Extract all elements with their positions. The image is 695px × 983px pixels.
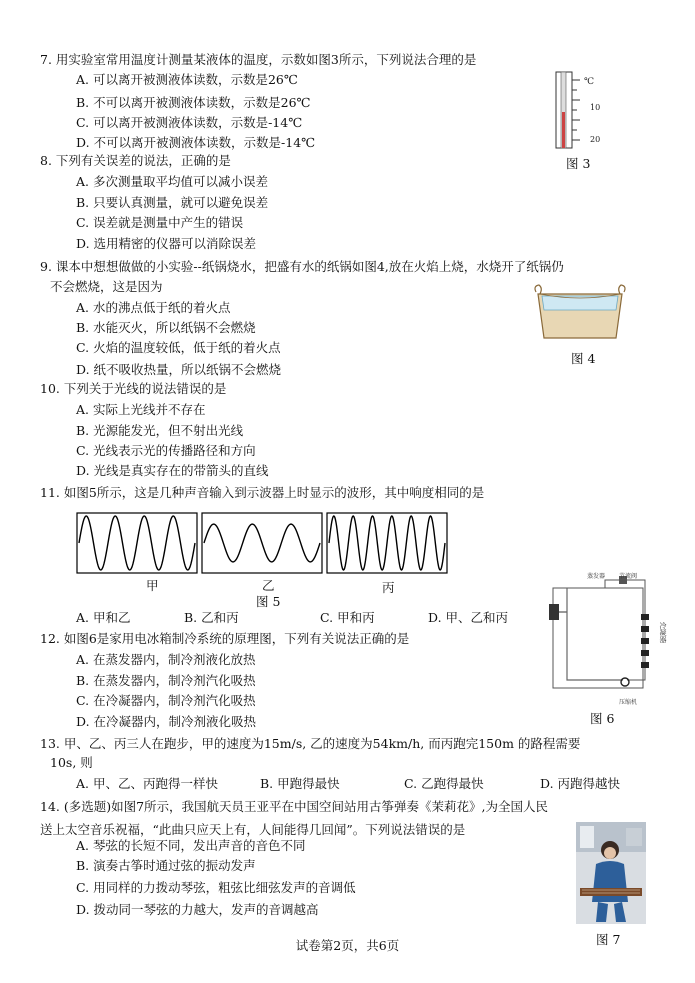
q9-option-c: C. 火焰的温度较低，低于纸的着火点	[76, 340, 281, 355]
q7-option-d: D. 不可以离开被测液体读数，示数是-14℃	[76, 135, 316, 150]
q9-option-b: B. 水能灭火，所以纸锅不会燃烧	[76, 320, 256, 335]
q7-option-b: B. 不可以离开被测液体读数，示数是26℃	[76, 95, 311, 110]
thermometer-figure	[550, 70, 610, 150]
q7-stem: 7. 用实验室常用温度计测量某液体的温度，示数如图3所示，下列说法合理的是	[40, 52, 477, 67]
fig6-evaporator-label: 蒸发器	[587, 573, 606, 580]
paper-pot-figure	[530, 282, 630, 344]
q9-stem-line1: 9. 课本中想想做做的小实验--纸锅烧水，把盛有水的纸锅如图4,放在火焰上烧，水烧开了纸锅仍	[40, 259, 564, 274]
fig5-label: 图 5	[256, 594, 281, 609]
q10-option-a: A. 实际上光线并不存在	[76, 402, 206, 417]
fig5-wave-label-yi: 乙	[262, 578, 275, 593]
q9-option-d: D. 纸不吸收热量，所以纸锅不会燃烧	[76, 362, 282, 377]
fig3-label: 图 3	[566, 156, 591, 171]
q11-option-d: D. 甲、乙和丙	[428, 610, 509, 625]
wave-yi	[204, 524, 320, 562]
q12-option-c: C. 在冷凝器内，制冷剂汽化吸热	[76, 693, 256, 708]
q10-option-c: C. 光线表示光的传播路径和方向	[76, 443, 256, 458]
q13-option-a: A. 甲、乙、丙跑得一样快	[76, 776, 218, 791]
q9-stem-line2: 不会燃烧，这是因为	[50, 279, 163, 294]
q7-option-c: C. 可以离开被测液体读数，示数是-14℃	[76, 115, 303, 130]
q12-option-b: B. 在蒸发器内，制冷剂汽化吸热	[76, 673, 256, 688]
q13-option-c: C. 乙跑得最快	[404, 776, 484, 791]
q14-option-b: B. 演奏古筝时通过弦的振动发声	[76, 858, 256, 873]
q10-option-b: B. 光源能发光，但不射出光线	[76, 423, 244, 438]
fig4-label: 图 4	[571, 351, 596, 366]
q8-stem: 8. 下列有关误差的说法，正确的是	[40, 153, 231, 168]
fig6-condenser-label: 冷凝器	[659, 622, 667, 643]
q7-option-a: A. 可以离开被测液体读数，示数是26℃	[76, 72, 298, 87]
q14-option-a: A. 琴弦的长短不同，发出声音的音色不同	[76, 838, 306, 853]
wave-jia	[79, 516, 195, 570]
fig6-throttle-label: 节流阀	[619, 573, 638, 580]
fig6-label: 图 6	[590, 711, 615, 726]
q11-option-a: A. 甲和乙	[76, 610, 131, 625]
q11-option-b: B. 乙和丙	[184, 610, 239, 625]
fig3-unit: ℃	[584, 77, 595, 87]
q12-stem: 12. 如图6是家用电冰箱制冷系统的原理图，下列有关说法正确的是	[40, 631, 410, 646]
refrigerator-cycle-diagram	[545, 570, 685, 710]
q14-option-c: C. 用同样的力拨动琴弦，粗弦比细弦发声的音调低	[76, 880, 356, 895]
fig5-wave-label-jia: 甲	[146, 578, 159, 593]
q11-stem: 11. 如图5所示，这是几种声音输入到示波器上时显示的波形，其中响度相同的是	[40, 485, 485, 500]
q14-option-d: D. 拨动同一琴弦的力越大，发声的音调越高	[76, 902, 319, 917]
fig7-label: 图 7	[596, 932, 621, 947]
q12-option-d: D. 在冷凝器内，制冷剂液化吸热	[76, 714, 257, 729]
q8-option-d: D. 选用精密的仪器可以消除误差	[76, 236, 257, 251]
q9-option-a: A. 水的沸点低于纸的着火点	[76, 300, 231, 315]
oscilloscope-waveforms	[76, 510, 451, 576]
q13-option-b: B. 甲跑得最快	[260, 776, 340, 791]
q8-option-b: B. 只要认真测量，就可以避免误差	[76, 195, 269, 210]
q13-option-d: D. 丙跑得越快	[540, 776, 621, 791]
q13-stem-line1: 13. 甲、乙、丙三人在跑步，甲的速度为15m/s, 乙的速度为54km/h, 而丙跑完150m 的路程需要	[40, 736, 581, 751]
fig6-compressor-label: 压缩机	[619, 699, 638, 706]
q13-stem-line2: 10s, 则	[50, 755, 93, 770]
page-footer: 试卷第2页，共6页	[295, 938, 400, 953]
q8-option-a: A. 多次测量取平均值可以减小误差	[76, 174, 268, 189]
q11-option-c: C. 甲和丙	[320, 610, 375, 625]
wave-bing	[329, 516, 445, 570]
q10-option-d: D. 光线是真实存在的带箭头的直线	[76, 463, 269, 478]
q12-option-a: A. 在蒸发器内，制冷剂液化放热	[76, 652, 256, 667]
astronaut-guzheng-photo	[576, 822, 646, 924]
fig3-tick-bottom: 20	[590, 135, 601, 144]
fig5-wave-label-bing: 丙	[382, 580, 395, 595]
fig3-tick-top: 10	[590, 103, 601, 112]
q14-stem-line2: 送上太空音乐祝福，“此曲只应天上有，人间能得几回闻”。下列说法错误的是	[40, 822, 466, 837]
q14-stem-line1: 14. (多选题)如图7所示，我国航天员王亚平在中国空间站用古筝弹奏《茉莉花》,为全国人民	[40, 799, 549, 814]
q10-stem: 10. 下列关于光线的说法错误的是	[40, 381, 227, 396]
q8-option-c: C. 误差就是测量中产生的错误	[76, 215, 244, 230]
